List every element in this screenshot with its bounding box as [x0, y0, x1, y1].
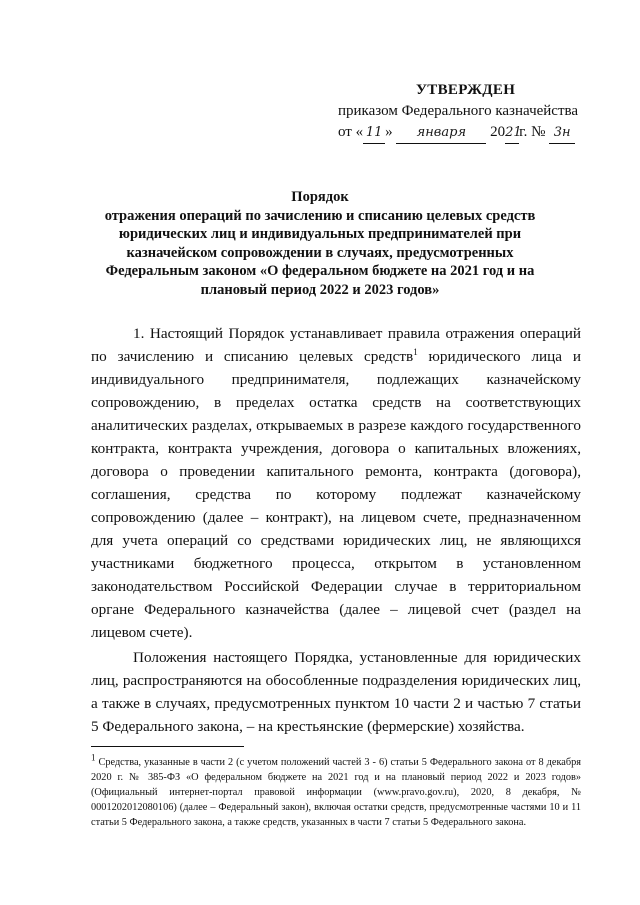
paragraph-1-text-after: юридического лица и индивидуального предпринимателя, подлежащих казначейскому сопровождению, в пределах остатка средств на соответствующих аналитических разделах, открываемых в разрезе каждого государственного контракта, контракта учреждения, договора о капитальных вложениях, договора о проведении капитального ремонта, контракта (договора), соглашения, средства по которому подлежат казначейскому сопровождению (далее – контракт), на лицевом счете, предназначенном для учета операций со средствами юридических лиц, не являющихся участниками бюджетного процесса, открытом в установленном законодательством Российской Федерации случае в территориальном органе Федерального казначейства (далее – лицевой счет (раздел на лицевом счете).	[91, 348, 581, 641]
year-prefix: 20	[490, 124, 506, 140]
document-title	[80, 188, 560, 299]
footnote-divider	[91, 746, 244, 747]
title-heading: Порядок	[291, 189, 349, 205]
year-number-label: г. №	[519, 124, 546, 140]
date-prefix: от «	[338, 124, 364, 140]
footnote-text: Средства, указанные в части 2 (с учетом положений частей 3 - 6) статьи 5 Федерального закона от 8 декабря 2020 г. № 385-ФЗ «О федеральном бюджете на 2021 год и на плановый период 2022 и 2023 годов» (Официальный интернет-портал правовой информации (www.pravo.gov.ru), 2020, 8 декабря, № 0001202012080106) (далее – Федеральный закон), включая остатки средств, предусмотренные частями 10 и 11 статьи 5 Федерального закона, а также средств, указанных в части 7 статьи 5 Федерального закона.	[91, 757, 581, 828]
date-line	[338, 122, 608, 144]
handwritten-day: 11	[363, 122, 385, 144]
order-line: приказом Федерального казначейства	[338, 103, 579, 119]
approved-heading: УТВЕРЖДЕН	[416, 82, 516, 98]
handwritten-year: 21	[505, 122, 519, 144]
paragraph-2: Положения настоящего Порядка, установленные для юридических лиц, распространяются на обособленные подразделения юридических лиц, а также в случаях, предусмотренных пунктом 10 части 2 и частью 7 статьи 5 Федерального закона, – на крестьянские (фермерские) хозяйства.	[91, 649, 581, 735]
title-body: отражения операций по зачислению и списанию целевых средств юридических лиц и индивидуальных предпринимателей при казначейском сопровождении в случаях, предусмотренных Федеральным законом «О федеральном бюджете на 2021 год и на плановый период 2022 и 2023 годов»	[104, 207, 536, 298]
paragraph-1-text-before: 1. Настоящий Порядок устанавливает правила отражения операций по зачислению и списанию целевых средств	[91, 325, 581, 365]
footnote-reference: 1	[413, 346, 418, 357]
handwritten-number: 3н	[549, 122, 575, 144]
quote-close: »	[385, 124, 393, 140]
document-body	[91, 322, 581, 738]
footnote-mark: 1	[91, 752, 96, 763]
handwritten-month: января	[396, 122, 486, 144]
paragraph-1	[91, 322, 581, 644]
approval-block	[338, 80, 608, 144]
footnote	[91, 752, 581, 830]
